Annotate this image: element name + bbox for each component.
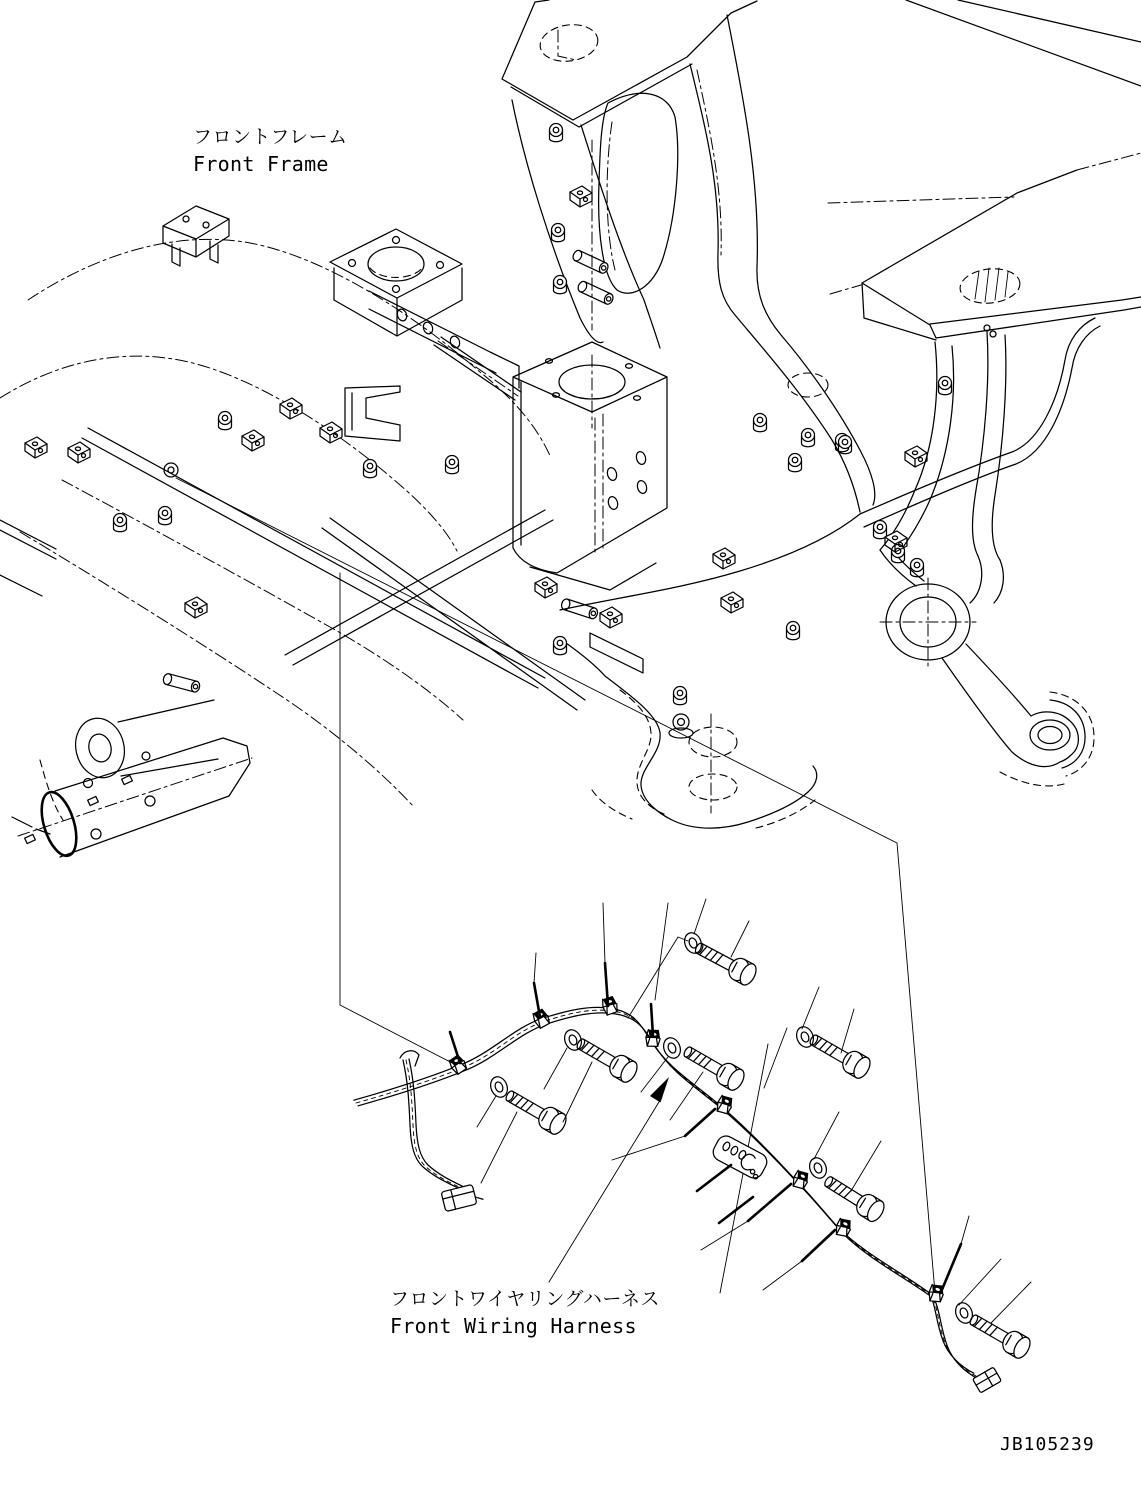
front-frame-pedestal-bracket [330, 229, 521, 441]
deck-clips-and-bosses [25, 398, 924, 705]
front-frame-center-tower [513, 140, 667, 590]
front-frame-top-plate [502, 0, 757, 127]
front-frame-label-jp: フロントフレーム [193, 126, 348, 148]
front-frame-a-pillar [512, 15, 875, 512]
hydraulic-cylinder [12, 700, 252, 860]
harness-pointer-arrow [549, 1077, 669, 1282]
front-wiring-harness-label-jp: フロントワイヤリングハーネス [390, 1288, 660, 1310]
drawing-code: JB105239 [1000, 1434, 1095, 1455]
harness-connector-right [973, 1367, 1002, 1393]
front-frame-fender-bracket [163, 206, 229, 266]
harness-clamps [448, 903, 969, 1305]
harness-multipin-part [697, 1133, 770, 1223]
front-frame-right-plate [828, 0, 1141, 560]
front-wiring-harness-label-en: Front Wiring Harness [390, 1314, 637, 1338]
frame-rails-and-brace [0, 428, 585, 710]
front-frame-label-en: Front Frame [193, 152, 329, 176]
front-frame-label [193, 124, 348, 178]
harness-connector-left [441, 1183, 484, 1212]
front-wiring-harness-label [390, 1286, 660, 1340]
fender-phantom-arcs [0, 239, 551, 806]
hitch-assembly [560, 514, 860, 828]
